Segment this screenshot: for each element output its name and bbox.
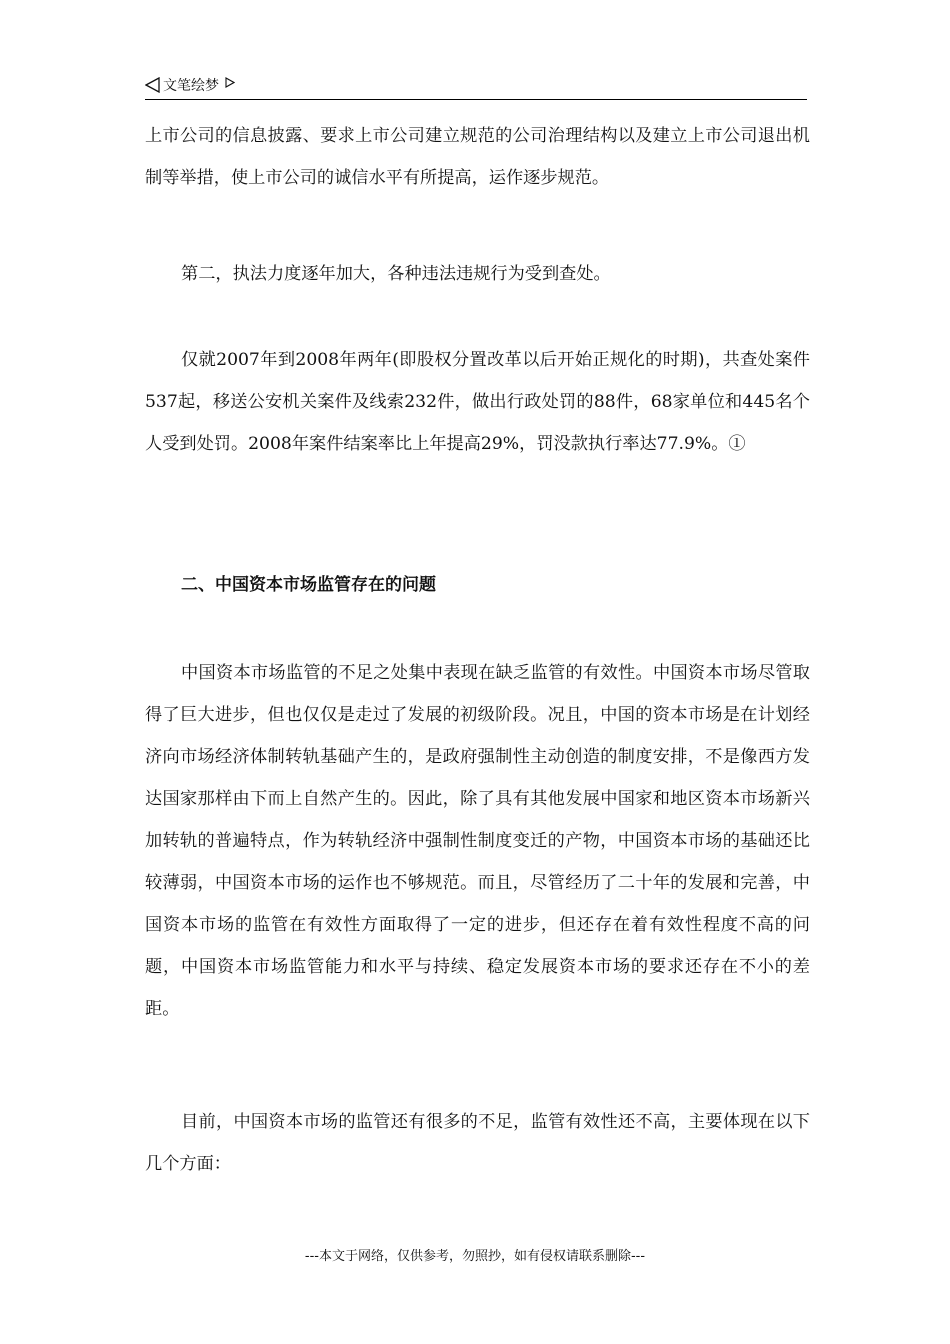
triangle-left-outline-icon bbox=[145, 77, 160, 93]
paragraph-current-situation: 目前，中国资本市场的监管还有很多的不足，监管有效性还不高，主要体现在以下几个方面： bbox=[145, 1112, 810, 1174]
page-footer: ---本文于网络，仅供参考，勿照抄，如有侵权请联系删除--- bbox=[304, 1249, 646, 1264]
paragraph-enforcement-stats: 仅就2007年到2008年两年(即股权分置改革以后开始正规化的时期)，共查处案件537起，移送公安机关案件及线索232件，做出行政处罚的88件，68家单位和445名个人受到处罚。2008年案件结案率比上年提高29%，罚没款执行率达77.9%。① bbox=[145, 350, 810, 454]
paragraph-continued: 上市公司的信息披露、要求上市公司建立规范的公司治理结构以及建立上市公司退出机制等举措，使上市公司的诚信水平有所提高，运作逐步规范。 bbox=[145, 126, 810, 188]
triangle-right-outline-icon bbox=[225, 77, 235, 88]
section-heading: 二、中国资本市场监管存在的问题 bbox=[181, 575, 436, 595]
paragraph-supervision-shortcomings: 中国资本市场监管的不足之处集中表现在缺乏监管的有效性。中国资本市场尽管取得了巨大进步，但也仅仅是走过了发展的初级阶段。况且，中国的资本市场是在计划经济向市场经济体制转轨基础产生的，是政府强制性主动创造的制度安排，不是像西方发达国家那样由下而上自然产生的。因此，除了具有其他发展中国家和地区资本市场新兴加转轨的普遍特点，作为转轨经济中强制性制度变迁的产物，中国资本市场的基础还比较薄弱，中国资本市场的运作也不够规范。而且，尽管经历了二十年的发展和完善，中国资本市场的监管在有效性方面取得了一定的进步，但还存在着有效性程度不高的问题，中国资本市场监管能力和水平与持续、稳定发展资本市场的要求还存在不小的差距。 bbox=[145, 663, 810, 1019]
page-header bbox=[145, 72, 807, 100]
paragraph-second-point: 第二，执法力度逐年加大，各种违法违规行为受到查处。 bbox=[181, 264, 611, 284]
header-brand-text: 文笔绘梦 bbox=[163, 78, 219, 94]
header-brand bbox=[145, 75, 235, 95]
